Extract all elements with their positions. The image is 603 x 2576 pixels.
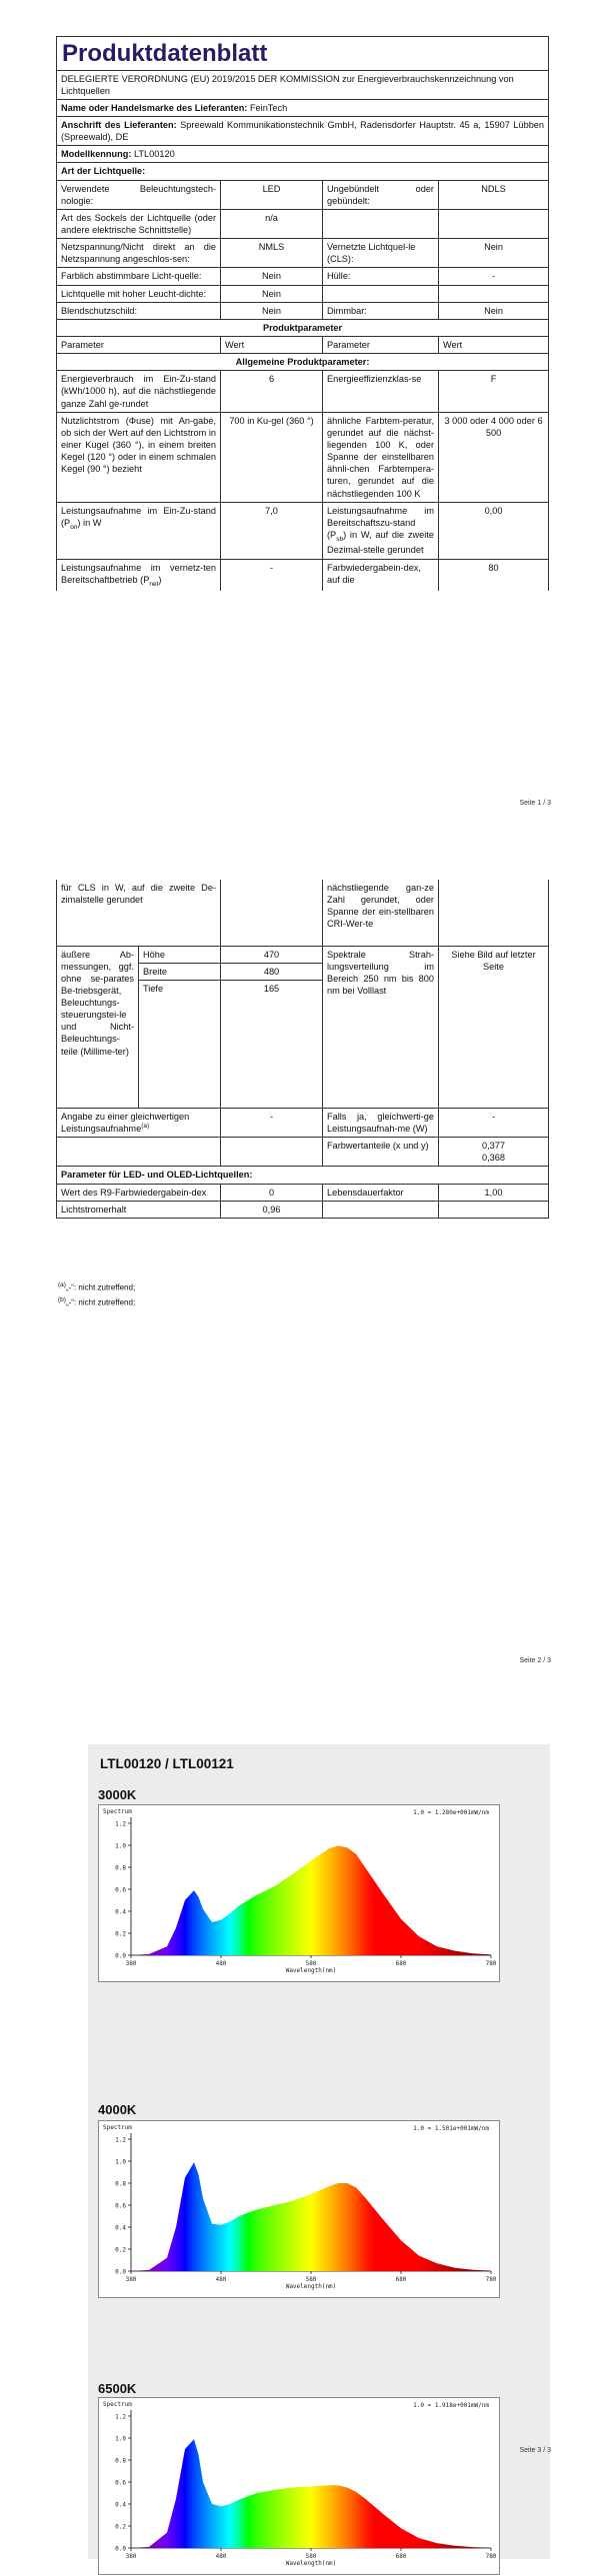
y-axis-label: Spectrum (103, 2401, 132, 2408)
param-label: Art des Sockels der Lichtquelle (oder andere elektrische Schnittstelle) (57, 209, 221, 238)
param-value: NMLS (221, 239, 323, 268)
table-row (57, 268, 549, 285)
param-label: Ungebündelt oder gebündelt: (323, 180, 439, 209)
table-row (57, 1138, 549, 1167)
y-tick-label: 0.0 (115, 2268, 126, 2276)
param-label: Verwendete Beleuchtungstech-nologie: (57, 180, 221, 209)
y-tick-label: 0.2 (115, 2523, 126, 2531)
height-label: Höhe (139, 946, 221, 963)
subscript: net (149, 580, 159, 588)
cri-value: 80 (439, 559, 549, 591)
page-3 (0, 1664, 603, 2567)
regulation-text: DELEGIERTE VERORDNUNG (EU) 2019/2015 DER KOMMISSION zur Energieverbrauchskennzeichnung von Lichtquellen (61, 73, 514, 96)
supplier-address-row (57, 117, 549, 146)
on-mode-power-value: 7,0 (221, 502, 323, 559)
label-part: ) (158, 574, 162, 585)
supplier-name-label: Name oder Handelsmarke des Lieferanten: (61, 102, 248, 113)
height-value: 470 (221, 946, 323, 963)
y-tick-label: 0.4 (115, 2501, 126, 2509)
table-row (57, 1108, 549, 1137)
label-part: Leistungsaufnahme im Ein-Zu-stand (P (61, 505, 216, 528)
standby-power-label (323, 502, 439, 559)
x-tick-label: 680 (395, 1960, 407, 1967)
param-label (323, 285, 439, 302)
column-header-value: Wert (221, 336, 323, 353)
on-mode-power-label (57, 502, 221, 559)
networked-standby-label-cont: für CLS in W, auf die zweite De-zimalstelle gerundet (57, 880, 221, 946)
supplier-address-label: Anschrift des Lieferanten: (61, 120, 177, 131)
equivalent-power-label (57, 1108, 221, 1137)
energy-consumption-label: Energieverbrauch im Ein-Zu-stand (kWh/1000 h), auf die nächstliegende ganze Zahl ge-rundet (57, 371, 221, 412)
table-row (57, 1184, 549, 1201)
param-value (439, 285, 549, 302)
lifetime-factor-value: 1,00 (439, 1184, 549, 1201)
luminous-flux-label: Nutzlichtstrom (Φuse) mit An-gabe, ob sich der Wert auf den Lichtstrom in einer Kugel (360 °), in einem breiten Kegel (120 °) oder in einem schmalen Kegel (90 °) bezieht (57, 412, 221, 502)
param-value: Nein (221, 268, 323, 285)
luminous-flux-value: 700 in Ku-gel (360 °) (221, 412, 323, 502)
label-part: Leistungsaufnahme im vernetz-ten Bereitschaftbetrieb (P (61, 562, 216, 585)
param-value: LED (221, 180, 323, 209)
page-number: Seite 1 / 3 (519, 800, 551, 807)
empty-cell (57, 1138, 221, 1167)
param-label: Netzspannung/Nicht direkt an die Netzspannung angeschlos-sen: (57, 239, 221, 268)
y-tick-label: 0.6 (115, 2202, 126, 2210)
x-tick-label: 480 (215, 2276, 227, 2283)
subscript: sb (336, 535, 344, 543)
param-label: Lichtquelle mit hoher Leucht-dichte: (57, 285, 221, 302)
x-tick-label: 680 (395, 2276, 407, 2283)
chromaticity-y: 0,368 (482, 1153, 505, 1164)
table-row (57, 946, 549, 963)
legend-text: 1.0 = 1.918e+001mW/nm (413, 2402, 489, 2409)
x-tick-label: 380 (125, 1960, 137, 1967)
x-tick-label: 780 (485, 1960, 497, 1967)
chart-title-6500k: 6500K (98, 2381, 137, 2396)
label-part: ) in W (77, 517, 102, 528)
y-tick-label: 1.0 (115, 2435, 126, 2443)
table-row (57, 502, 549, 559)
chart-title-3000k: 3000K (98, 1787, 137, 1802)
x-tick-label: 780 (485, 2553, 497, 2560)
x-tick-label: 580 (305, 2553, 317, 2560)
subscript: on (70, 523, 78, 531)
label-part: Leistungsaufnahme im Bereitschaftszu-stand (P (327, 505, 434, 540)
page-1 (0, 0, 603, 820)
table-row (57, 559, 549, 591)
empty-cell (323, 1201, 439, 1218)
table-row (57, 412, 549, 502)
y-tick-label: 0.6 (115, 1886, 126, 1894)
x-tick-label: 380 (125, 2553, 137, 2560)
supplier-name-row (57, 99, 549, 116)
supplier-name-value: FeinTech (249, 102, 288, 113)
r9-value: 0 (221, 1184, 323, 1201)
page-number: Seite 3 / 3 (519, 2447, 551, 2454)
footnote-text: „-“: nicht zutreffend; (65, 1283, 136, 1292)
r9-label: Wert des R9-Farbwiedergabein-dex (57, 1184, 221, 1201)
spectrum-area (131, 1846, 491, 1956)
efficiency-class-value: F (439, 371, 549, 412)
light-source-type-heading: Art der Lichtquelle: (57, 163, 549, 180)
param-label: Dimmbar: (323, 302, 439, 319)
legend-text: 1.0 = 1.280e+001mW/nm (413, 1809, 489, 1816)
led-params-heading: Parameter für LED- und OLED-Lichtquellen: (57, 1167, 549, 1184)
y-tick-label: 0.8 (115, 2180, 126, 2188)
y-tick-label: 1.2 (115, 2136, 126, 2144)
x-tick-label: 780 (485, 2276, 497, 2283)
footnote-a (58, 1282, 135, 1293)
depth-label: Tiefe (139, 980, 221, 1108)
spectrum-area (131, 2162, 491, 2271)
cri-label: Farbwiedergabein-dex, auf die (323, 559, 439, 591)
y-tick-label: 0.2 (115, 2246, 126, 2254)
spectral-distribution-label: Spektrale Strah-lungsverteilung im Bereich 250 nm bis 800 nm bei Volllast (323, 946, 439, 1108)
spectrum-svg-6500k (99, 2398, 501, 2576)
column-header-row (57, 336, 549, 353)
y-tick-label: 0.4 (115, 1908, 126, 1916)
x-tick-label: 580 (305, 2276, 317, 2283)
x-tick-label: 680 (395, 2553, 407, 2560)
networked-standby-value: - (221, 559, 323, 591)
lumen-maintenance-label: Lichtstromerhalt (57, 1201, 221, 1218)
empty-cell (221, 880, 323, 946)
y-axis-label: Spectrum (103, 1808, 132, 1815)
model-label: Modellkennung: (61, 149, 132, 160)
y-tick-label: 1.2 (115, 2413, 126, 2421)
empty-cell (439, 880, 549, 946)
spectrum-area (131, 2439, 491, 2548)
table-row (57, 180, 549, 209)
column-header-parameter: Parameter (323, 336, 439, 353)
datasheet-table-page-1 (56, 36, 549, 591)
y-tick-label: 1.0 (115, 1842, 126, 1850)
page-title: Produktdatenblatt (57, 37, 549, 71)
model-heading: LTL00120 / LTL00121 (100, 1756, 234, 1771)
lumen-maintenance-value: 0,96 (221, 1201, 323, 1218)
chromaticity-label: Farbwertanteile (x und y) (323, 1138, 439, 1167)
lifetime-factor-label: Lebensdauerfaktor (323, 1184, 439, 1201)
table-row (57, 239, 549, 268)
chromaticity-value (439, 1138, 549, 1167)
equivalent-power-value: - (221, 1108, 323, 1137)
page-2 (0, 820, 603, 1664)
legend-text: 1.0 = 1.501e+001mW/nm (413, 2125, 489, 2132)
y-tick-label: 1.2 (115, 1820, 126, 1828)
table-row (57, 285, 549, 302)
chart-title-4000k: 4000K (98, 2102, 137, 2117)
param-value: n/a (221, 209, 323, 238)
equivalent-power-yes-label: Falls ja, gleichwerti-ge Leistungsaufnah-me (W) (323, 1108, 439, 1137)
supplier-address-value: Spreewald Kommunikationstechnik GmbH, Radensdorfer Hauptstr. 45 a, 15907 Lübben (Spreewald), DE (61, 120, 545, 143)
superscript: (b) (58, 1296, 66, 1303)
x-tick-label: 580 (305, 1960, 317, 1967)
label-part: ) in W, auf die zweite Dezimal-stelle gerundet (327, 529, 434, 556)
superscript: (a) (58, 1282, 66, 1288)
energy-consumption-value: 6 (221, 371, 323, 412)
x-axis-label: Wavelength(nm) (285, 1967, 337, 1974)
footnote-b (58, 1296, 135, 1308)
table-row (57, 209, 549, 238)
spectrum-svg-4000k (99, 2121, 501, 2299)
spectrum-chart-4000k (98, 2120, 500, 2298)
empty-cell (439, 1201, 549, 1218)
y-tick-label: 1.0 (115, 2158, 126, 2166)
table-row (57, 1201, 549, 1218)
param-label (323, 209, 439, 238)
general-params-heading: Allgemeine Produktparameter: (57, 354, 549, 371)
spectrum-svg-3000k (99, 1805, 501, 1983)
chromaticity-x: 0,377 (482, 1141, 505, 1152)
page-number: Seite 2 / 3 (519, 1657, 551, 1664)
param-label: Blendschutzschild: (57, 302, 221, 319)
product-params-heading: Produktparameter (57, 319, 549, 336)
x-tick-label: 480 (215, 2553, 227, 2560)
y-tick-label: 0.8 (115, 1864, 126, 1872)
standby-power-value: 0,00 (439, 502, 549, 559)
footnote-text: „-“: nicht zutreffend; (65, 1297, 136, 1307)
cri-label-cont: nächstliegende gan-ze Zahl gerundet, oder Spanne der ein-stellbaren CRI-Wer-te (323, 880, 439, 946)
y-tick-label: 0.6 (115, 2479, 126, 2487)
regulation-subtitle (57, 70, 549, 99)
y-axis-label: Spectrum (103, 2124, 132, 2131)
x-axis-label: Wavelength(nm) (285, 2560, 337, 2567)
table-row (57, 371, 549, 412)
y-tick-label: 0.0 (115, 2545, 126, 2553)
y-tick-label: 0.0 (115, 1952, 126, 1960)
table-row (57, 302, 549, 319)
color-temperature-label: ähnliche Farbtem-peratur, gerundet auf die nächst-liegenden 100 K, oder Spanne der einstellbaren ähnli-chen Farbtempera-turen, gerundet auf die nächstliegenden 100 K (323, 412, 439, 502)
y-tick-label: 0.8 (115, 2457, 126, 2465)
table-row (57, 880, 549, 946)
column-header-parameter: Parameter (57, 336, 221, 353)
networked-standby-label (57, 559, 221, 591)
spectrum-chart-3000k (98, 1804, 500, 1982)
column-header-value: Wert (439, 336, 549, 353)
color-temperature-value: 3 000 oder 4 000 oder 6 500 (439, 412, 549, 502)
dimensions-label: äußere Ab-messungen, ggf. ohne se-parates Be-triebsgerät, Beleuchtungs-steuerungstei-le und Nicht-Beleuchtungs-teile (Millime-ter) (57, 946, 139, 1108)
width-value: 480 (221, 963, 323, 980)
param-label: Farblich abstimmbare Licht-quelle: (57, 268, 221, 285)
param-value (439, 209, 549, 238)
datasheet-table-page-2 (56, 880, 549, 1219)
param-value: Nein (221, 285, 323, 302)
label-part: Angabe zu einer gleichwertigen Leistungsaufnahme (61, 1111, 190, 1134)
param-value: NDLS (439, 180, 549, 209)
model-value: LTL00120 (134, 149, 175, 160)
y-tick-label: 0.2 (115, 1930, 126, 1938)
efficiency-class-label: Energieeffizienzklas-se (323, 371, 439, 412)
x-axis-label: Wavelength(nm) (285, 2283, 337, 2290)
model-row (57, 146, 549, 163)
x-tick-label: 480 (215, 1960, 227, 1967)
superscript: (a) (141, 1122, 150, 1130)
param-value: Nein (439, 239, 549, 268)
param-value: Nein (221, 302, 323, 319)
x-tick-label: 380 (125, 2276, 137, 2283)
param-value: - (439, 268, 549, 285)
width-label: Breite (139, 963, 221, 980)
param-value: Nein (439, 302, 549, 319)
empty-cell (221, 1138, 323, 1167)
equivalent-power-yes-value: - (439, 1108, 549, 1137)
param-label: Hülle: (323, 268, 439, 285)
param-label: Vernetzte Lichtquel-le (CLS): (323, 239, 439, 268)
y-tick-label: 0.4 (115, 2224, 126, 2232)
spectrum-chart-6500k (98, 2397, 500, 2575)
spectral-distribution-value: Siehe Bild auf letzter Seite (439, 946, 549, 1108)
depth-value: 165 (221, 980, 323, 1108)
